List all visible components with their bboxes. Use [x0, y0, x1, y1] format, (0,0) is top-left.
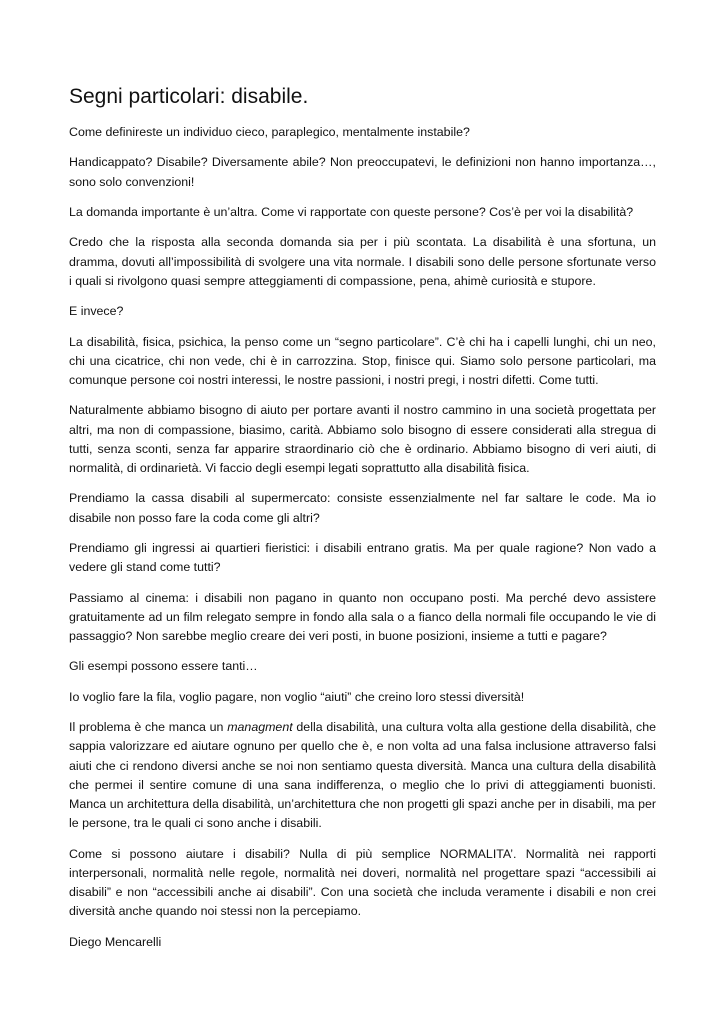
paragraph-instead: E invece? — [69, 304, 124, 319]
document-page — [69, 84, 656, 963]
paragraph-problem — [69, 718, 656, 833]
document-title: Segni particolari: disabile. — [69, 85, 309, 108]
paragraph-fairs: Prendiamo gli ingressi ai quartieri fieristici: i disabili entrano gratis. Ma per quale ragione? Non vado a vedere gli stand come tutti? — [69, 540, 656, 575]
author-signature: Diego Mencarelli — [69, 934, 162, 949]
problem-text-emphasis: managment — [227, 720, 293, 735]
problem-text-after: della disabilità, una cultura volta alla gestione della disabilità, che sappia valorizzare ed aiutare ognuno per quello che è, e non volta ad una falsa inclusione attraverso falsi aiuti che ci rendono diversi anche se noi non sentiamo questa diversità. Manca una cultura della disabilità che permei il sentire comune di una sana indifferenza, o meglio che lo privi di atteggiamenti buonisti. Manca un architettura della disabilità, un’architettura che non progetti gli spazi anche per in disabili, ma per le persone, tra le quali ci sono anche i disabili. — [69, 720, 656, 831]
problem-text-before: Il problema è che manca un — [69, 720, 228, 735]
paragraph-question: Come definireste un individuo cieco, paraplegico, mentalmente instabile? — [69, 125, 470, 139]
paragraph-examples: Gli esempi possono essere tanti… — [69, 659, 258, 674]
paragraph-normality: Come si possono aiutare i disabili? Nulla di più semplice NORMALITA’. Normalità nei rapporti interpersonali, normalità nelle regole, normalità nei doveri, normalità nel progettare spazi “accessibili ai disabili” e non “accessibili anche ai disabili”. Con una società che includa veramente i disabili e non crei diversità anche quando noi stessi non la percepiamo. — [69, 846, 656, 919]
paragraph-definitions: Handicappato? Disabile? Diversamente abile? Non preoccupatevi, le definizioni non hanno importanza…, sono solo convenzioni! — [69, 155, 656, 189]
paragraph-need-help: Naturalmente abbiamo bisogno di aiuto per portare avanti il nostro cammino in una società progettata per altri, ma non di compassione, biasimo, carità. Abbiamo solo bisogno di essere considerati alla stregua di tutti, senza sconti, senza far apparire straordinario ciò che è ordinario. Abbiamo bisogno di veri aiuti, di normalità, di ordinarietà. Vi faccio degli esempi legati soprattutto alla disabilità fisica. — [69, 403, 656, 475]
paragraph-queue: Io voglio fare la fila, voglio pagare, non voglio “aiuti” che creino loro stessi diversità! — [69, 689, 525, 704]
paragraph-important-question: La domanda importante è un’altra. Come vi rapportate con queste persone? Cos’è per voi la disabilità? — [69, 204, 634, 219]
paragraph-common-answer: Credo che la risposta alla seconda domanda sia per i più scontata. La disabilità è una sfortuna, un dramma, dovuti all’impossibilità di svolgere una vita normale. I disabili sono delle persone sfortunate verso i quali si rivolgono quasi sempre atteggiamenti di compassione, pena, ahimè curiosità e stupore. — [69, 235, 656, 288]
paragraph-cinema: Passiamo al cinema: i disabili non pagano in quanto non occupano posti. Ma perché devo assistere gratuitamente ad un film relegato sempre in fondo alla sala o a fianco della normali file occupando le vie di passaggio? Non sarebbe meglio creare dei veri posti, in buone posizioni, insieme a tutti e pagare? — [69, 590, 656, 643]
paragraph-particular-sign: La disabilità, fisica, psichica, la penso come un “segno particolare”. C’è chi ha i capelli lunghi, chi un neo, chi una cicatrice, chi non vede, chi è in carrozzina. Stop, finisce qui. Siamo solo persone particolari, ma comunque persone coi nostri interessi, le nostre passioni, i nostri pregi, i nostri difetti. Come tutti. — [69, 334, 656, 387]
paragraph-supermarket: Prendiamo la cassa disabili al supermercato: consiste essenzialmente nel far saltare le code. Ma io disabile non posso fare la coda come gli altri? — [69, 491, 656, 525]
